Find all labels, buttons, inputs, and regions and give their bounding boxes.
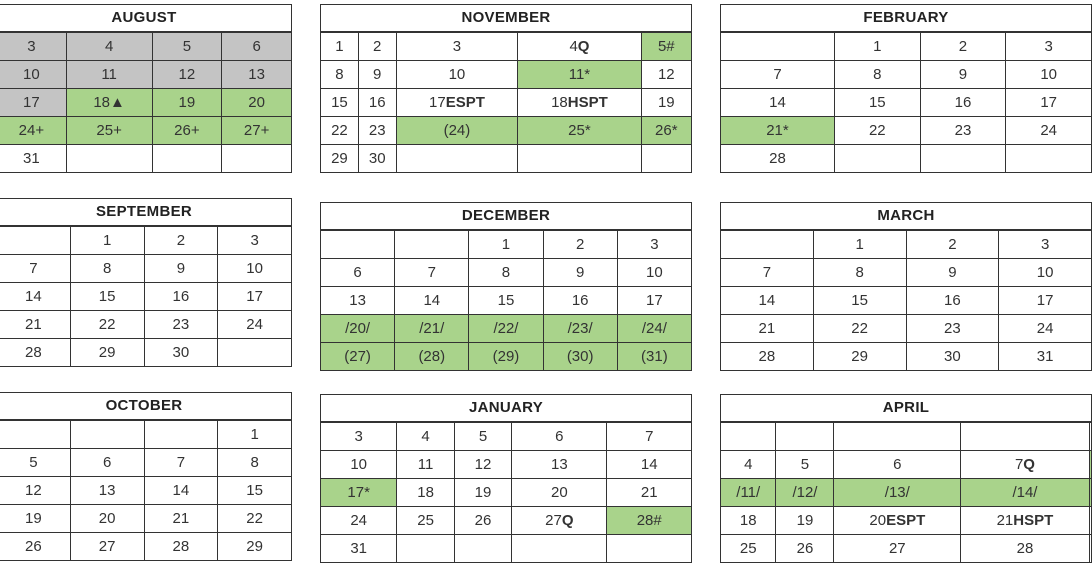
month-title: SEPTEMBER bbox=[0, 198, 292, 226]
day-cell: /20/ bbox=[321, 315, 395, 343]
week-row bbox=[321, 343, 692, 371]
week-row bbox=[0, 339, 292, 367]
day-cell bbox=[776, 423, 834, 451]
day-cell: 8 bbox=[70, 255, 144, 283]
day-cell: 30 bbox=[144, 339, 218, 367]
day-cell: 8 bbox=[813, 259, 906, 287]
day-cell: 7 bbox=[721, 259, 814, 287]
week-row bbox=[721, 145, 1092, 173]
day-cell: 13 bbox=[70, 477, 144, 505]
day-cell bbox=[321, 231, 395, 259]
day-cell: (31) bbox=[617, 343, 691, 371]
week-row bbox=[721, 507, 1092, 535]
day-cell bbox=[1089, 423, 1091, 451]
day-cell: 28 bbox=[721, 145, 835, 173]
day-cell bbox=[512, 535, 607, 563]
calendar-grid bbox=[320, 422, 692, 563]
day-cell: 23 bbox=[906, 315, 999, 343]
day-cell: 28 bbox=[961, 535, 1090, 563]
calendar-grid bbox=[720, 32, 1092, 173]
day-cell: 24+ bbox=[0, 117, 66, 145]
day-cell: 2 bbox=[906, 231, 999, 259]
day-cell: 31 bbox=[0, 145, 66, 173]
week-row bbox=[0, 421, 292, 449]
day-marker: Q bbox=[561, 512, 574, 529]
week-row bbox=[321, 145, 692, 173]
day-cell: 21 bbox=[607, 479, 692, 507]
day-cell: 18HSPT bbox=[518, 89, 641, 117]
day-cell: 23 bbox=[920, 117, 1006, 145]
day-cell bbox=[66, 145, 152, 173]
month-title: APRIL bbox=[720, 394, 1092, 422]
day-cell: 5 bbox=[152, 33, 222, 61]
day-cell: 6 bbox=[321, 259, 395, 287]
day-cell: 16 bbox=[144, 283, 218, 311]
week-row bbox=[0, 311, 292, 339]
day-cell bbox=[721, 33, 835, 61]
day-cell: 4 bbox=[721, 451, 776, 479]
day-cell: 19 bbox=[454, 479, 511, 507]
day-cell: 27Q bbox=[512, 507, 607, 535]
week-row bbox=[321, 61, 692, 89]
day-cell: 19 bbox=[776, 507, 834, 535]
week-row bbox=[721, 287, 1092, 315]
week-row bbox=[0, 505, 292, 533]
day-cell: 16 bbox=[906, 287, 999, 315]
day-cell: 15 bbox=[70, 283, 144, 311]
day-cell: 22 bbox=[321, 117, 359, 145]
day-cell bbox=[144, 421, 218, 449]
day-cell: 18▲ bbox=[66, 89, 152, 117]
day-cell: 19 bbox=[641, 89, 691, 117]
day-cell: (30) bbox=[543, 343, 617, 371]
day-cell: 6 bbox=[70, 449, 144, 477]
day-cell: 3 bbox=[218, 227, 292, 255]
day-cell: 1 bbox=[218, 421, 292, 449]
week-row bbox=[0, 227, 292, 255]
day-cell: 4Q bbox=[518, 33, 641, 61]
day-marker: ESPT bbox=[886, 512, 926, 529]
day-cell: 10 bbox=[999, 259, 1092, 287]
day-cell: 29 bbox=[70, 339, 144, 367]
day-cell: 7 bbox=[607, 423, 692, 451]
day-cell: 2 bbox=[920, 33, 1006, 61]
day-cell: 17* bbox=[321, 479, 397, 507]
week-row bbox=[321, 535, 692, 563]
week-row bbox=[321, 451, 692, 479]
day-cell: 3 bbox=[321, 423, 397, 451]
week-row bbox=[721, 423, 1092, 451]
day-cell bbox=[834, 423, 961, 451]
day-cell: 17 bbox=[0, 89, 66, 117]
month-title: DECEMBER bbox=[320, 202, 692, 230]
day-cell: 9 bbox=[144, 255, 218, 283]
day-cell: 28# bbox=[607, 507, 692, 535]
day-cell: 13 bbox=[222, 61, 292, 89]
day-cell: /21/ bbox=[395, 315, 469, 343]
day-cell: 5# bbox=[641, 33, 691, 61]
day-cell: 17ESPT bbox=[396, 89, 518, 117]
week-row bbox=[721, 61, 1092, 89]
day-cell: 27 bbox=[70, 533, 144, 561]
week-row bbox=[321, 479, 692, 507]
day-cell: 27+ bbox=[222, 117, 292, 145]
day-cell: 7 bbox=[144, 449, 218, 477]
day-cell: 24 bbox=[321, 507, 397, 535]
day-cell: 6 bbox=[512, 423, 607, 451]
day-cell bbox=[834, 145, 920, 173]
day-marker: Q bbox=[577, 38, 590, 55]
day-cell: 4 bbox=[66, 33, 152, 61]
day-cell bbox=[721, 231, 814, 259]
week-row bbox=[321, 89, 692, 117]
day-cell: 21HSPT bbox=[961, 507, 1090, 535]
week-row bbox=[0, 283, 292, 311]
week-row bbox=[321, 117, 692, 145]
day-cell: 25* bbox=[518, 117, 641, 145]
day-cell: 25+ bbox=[66, 117, 152, 145]
day-cell: 16 bbox=[358, 89, 396, 117]
week-row bbox=[321, 231, 692, 259]
day-cell: 1 bbox=[70, 227, 144, 255]
week-row bbox=[0, 145, 292, 173]
day-cell: 21 bbox=[0, 311, 70, 339]
day-cell: 29 bbox=[321, 145, 359, 173]
month-title: FEBRUARY bbox=[720, 4, 1092, 32]
day-cell bbox=[1089, 479, 1091, 507]
day-cell: 25 bbox=[397, 507, 454, 535]
day-cell: 10 bbox=[396, 61, 518, 89]
day-cell: 26* bbox=[641, 117, 691, 145]
day-cell: 12 bbox=[152, 61, 222, 89]
day-cell bbox=[518, 145, 641, 173]
day-cell: /13/ bbox=[834, 479, 961, 507]
day-cell: 19 bbox=[0, 505, 70, 533]
day-cell bbox=[721, 423, 776, 451]
day-cell: 17 bbox=[999, 287, 1092, 315]
day-cell: 3 bbox=[999, 231, 1092, 259]
calendar-grid bbox=[0, 32, 292, 173]
day-cell: 3 bbox=[1006, 33, 1092, 61]
week-row bbox=[721, 343, 1092, 371]
day-cell: 15 bbox=[469, 287, 543, 315]
day-cell: (24) bbox=[396, 117, 518, 145]
day-cell: 20ESPT bbox=[834, 507, 961, 535]
day-cell: 8 bbox=[321, 61, 359, 89]
month-title: AUGUST bbox=[0, 4, 292, 32]
day-cell: 26+ bbox=[152, 117, 222, 145]
day-cell: 22 bbox=[834, 117, 920, 145]
day-cell: 10 bbox=[321, 451, 397, 479]
day-cell: 26 bbox=[776, 535, 834, 563]
day-cell: 13 bbox=[512, 451, 607, 479]
day-cell: 3 bbox=[617, 231, 691, 259]
day-cell: 25 bbox=[721, 535, 776, 563]
day-cell: 14 bbox=[607, 451, 692, 479]
day-cell: 15 bbox=[321, 89, 359, 117]
day-cell: 10 bbox=[617, 259, 691, 287]
day-cell: (28) bbox=[395, 343, 469, 371]
day-cell bbox=[607, 535, 692, 563]
day-cell: 20 bbox=[222, 89, 292, 117]
day-cell: 29 bbox=[218, 533, 292, 561]
day-cell: 2 bbox=[358, 33, 396, 61]
month-title: OCTOBER bbox=[0, 392, 292, 420]
day-cell: 1 bbox=[813, 231, 906, 259]
day-cell: 5 bbox=[454, 423, 511, 451]
day-cell: /24/ bbox=[617, 315, 691, 343]
week-row bbox=[721, 231, 1092, 259]
day-cell: 11 bbox=[397, 451, 454, 479]
week-row bbox=[321, 507, 692, 535]
day-cell: 18 bbox=[397, 479, 454, 507]
day-cell: 15 bbox=[834, 89, 920, 117]
day-cell: 6 bbox=[222, 33, 292, 61]
day-cell bbox=[454, 535, 511, 563]
day-cell: 28 bbox=[721, 343, 814, 371]
week-row bbox=[0, 449, 292, 477]
day-cell: 11* bbox=[518, 61, 641, 89]
day-cell: 17 bbox=[1006, 89, 1092, 117]
day-cell: 11 bbox=[66, 61, 152, 89]
day-cell bbox=[920, 145, 1006, 173]
calendar-grid bbox=[0, 226, 292, 367]
day-cell: 27 bbox=[834, 535, 961, 563]
day-cell bbox=[1089, 535, 1091, 563]
day-cell bbox=[1006, 145, 1092, 173]
day-cell: 14 bbox=[0, 283, 70, 311]
week-row bbox=[0, 61, 292, 89]
day-cell: 23 bbox=[144, 311, 218, 339]
day-cell: /23/ bbox=[543, 315, 617, 343]
week-row bbox=[0, 117, 292, 145]
week-row bbox=[721, 117, 1092, 145]
week-row bbox=[321, 33, 692, 61]
day-cell: 26 bbox=[454, 507, 511, 535]
day-cell: 14 bbox=[144, 477, 218, 505]
day-cell: /12/ bbox=[776, 479, 834, 507]
day-cell bbox=[395, 231, 469, 259]
day-cell bbox=[961, 423, 1090, 451]
day-cell: /11/ bbox=[721, 479, 776, 507]
day-cell: 24 bbox=[1006, 117, 1092, 145]
day-cell: 21 bbox=[721, 315, 814, 343]
day-cell: 9 bbox=[906, 259, 999, 287]
day-cell: 12 bbox=[454, 451, 511, 479]
day-cell bbox=[0, 421, 70, 449]
day-cell: 18 bbox=[721, 507, 776, 535]
week-row bbox=[721, 535, 1092, 563]
day-cell: 5 bbox=[776, 451, 834, 479]
day-cell: 28 bbox=[144, 533, 218, 561]
day-cell: 1 bbox=[469, 231, 543, 259]
day-cell: 28 bbox=[0, 339, 70, 367]
day-cell: 2 bbox=[144, 227, 218, 255]
day-cell: 5 bbox=[0, 449, 70, 477]
day-cell: 7 bbox=[0, 255, 70, 283]
month-title: MARCH bbox=[720, 202, 1092, 230]
day-cell bbox=[222, 145, 292, 173]
day-marker: Q bbox=[1023, 456, 1035, 473]
day-cell: 9 bbox=[543, 259, 617, 287]
day-cell: 10 bbox=[218, 255, 292, 283]
week-row bbox=[0, 255, 292, 283]
day-cell bbox=[397, 535, 454, 563]
day-cell: 3 bbox=[396, 33, 518, 61]
week-row bbox=[0, 533, 292, 561]
week-row bbox=[721, 451, 1092, 479]
day-cell: /14/ bbox=[961, 479, 1090, 507]
day-cell: 31 bbox=[321, 535, 397, 563]
day-cell: (29) bbox=[469, 343, 543, 371]
day-cell bbox=[641, 145, 691, 173]
day-cell: 14 bbox=[721, 287, 814, 315]
day-cell: 12 bbox=[641, 61, 691, 89]
day-cell: 4 bbox=[397, 423, 454, 451]
week-row bbox=[321, 287, 692, 315]
day-cell: 1 bbox=[321, 33, 359, 61]
day-cell: 15 bbox=[813, 287, 906, 315]
calendar-grid bbox=[320, 32, 692, 173]
day-cell: 9 bbox=[358, 61, 396, 89]
day-marker: HSPT bbox=[567, 94, 608, 111]
day-cell: 16 bbox=[920, 89, 1006, 117]
day-cell: 23 bbox=[358, 117, 396, 145]
day-cell: 19 bbox=[152, 89, 222, 117]
day-cell: 24 bbox=[218, 311, 292, 339]
day-cell: 9 bbox=[920, 61, 1006, 89]
calendar-grid bbox=[320, 230, 692, 371]
day-cell: 13 bbox=[321, 287, 395, 315]
day-marker: HSPT bbox=[1013, 512, 1054, 529]
day-cell: 30 bbox=[358, 145, 396, 173]
month-title: NOVEMBER bbox=[320, 4, 692, 32]
day-cell bbox=[1089, 507, 1091, 535]
day-cell: 22 bbox=[813, 315, 906, 343]
day-cell bbox=[396, 145, 518, 173]
month-title: JANUARY bbox=[320, 394, 692, 422]
day-cell: 14 bbox=[721, 89, 835, 117]
day-cell: 7 bbox=[395, 259, 469, 287]
week-row bbox=[321, 423, 692, 451]
day-cell: 21* bbox=[721, 117, 835, 145]
week-row bbox=[721, 89, 1092, 117]
day-cell bbox=[152, 145, 222, 173]
day-cell bbox=[0, 227, 70, 255]
week-row bbox=[321, 259, 692, 287]
week-row bbox=[721, 315, 1092, 343]
day-cell: 14 bbox=[395, 287, 469, 315]
day-cell: /22/ bbox=[469, 315, 543, 343]
week-row bbox=[321, 315, 692, 343]
day-cell: 12 bbox=[0, 477, 70, 505]
day-cell: 31 bbox=[999, 343, 1092, 371]
day-cell: 1 bbox=[834, 33, 920, 61]
day-cell: 2 bbox=[543, 231, 617, 259]
day-cell: 7 bbox=[721, 61, 835, 89]
day-cell: 20 bbox=[512, 479, 607, 507]
day-cell: 17 bbox=[218, 283, 292, 311]
calendar-grid bbox=[720, 230, 1092, 371]
day-cell: 24 bbox=[999, 315, 1092, 343]
day-cell: (27) bbox=[321, 343, 395, 371]
day-cell: 15 bbox=[218, 477, 292, 505]
day-cell: 21 bbox=[144, 505, 218, 533]
week-row bbox=[721, 259, 1092, 287]
day-cell: 17 bbox=[617, 287, 691, 315]
day-cell: 8 bbox=[834, 61, 920, 89]
day-cell: 30 bbox=[906, 343, 999, 371]
day-cell: 7Q bbox=[961, 451, 1090, 479]
day-cell: 20 bbox=[70, 505, 144, 533]
day-cell bbox=[70, 421, 144, 449]
day-cell: 10 bbox=[0, 61, 66, 89]
day-cell: 26 bbox=[0, 533, 70, 561]
day-cell: 22 bbox=[218, 505, 292, 533]
day-cell: 10 bbox=[1006, 61, 1092, 89]
day-cell bbox=[218, 339, 292, 367]
week-row bbox=[721, 479, 1092, 507]
week-row bbox=[0, 33, 292, 61]
week-row bbox=[0, 89, 292, 117]
calendar-grid bbox=[0, 420, 292, 561]
week-row bbox=[721, 33, 1092, 61]
week-row bbox=[0, 477, 292, 505]
day-marker: ESPT bbox=[445, 94, 485, 111]
day-cell: 16 bbox=[543, 287, 617, 315]
calendar-grid bbox=[720, 422, 1092, 563]
day-cell: 29 bbox=[813, 343, 906, 371]
day-cell: 6 bbox=[834, 451, 961, 479]
day-cell bbox=[1089, 451, 1091, 479]
day-cell: 8 bbox=[218, 449, 292, 477]
day-cell: 8 bbox=[469, 259, 543, 287]
day-cell: 22 bbox=[70, 311, 144, 339]
day-cell: 3 bbox=[0, 33, 66, 61]
